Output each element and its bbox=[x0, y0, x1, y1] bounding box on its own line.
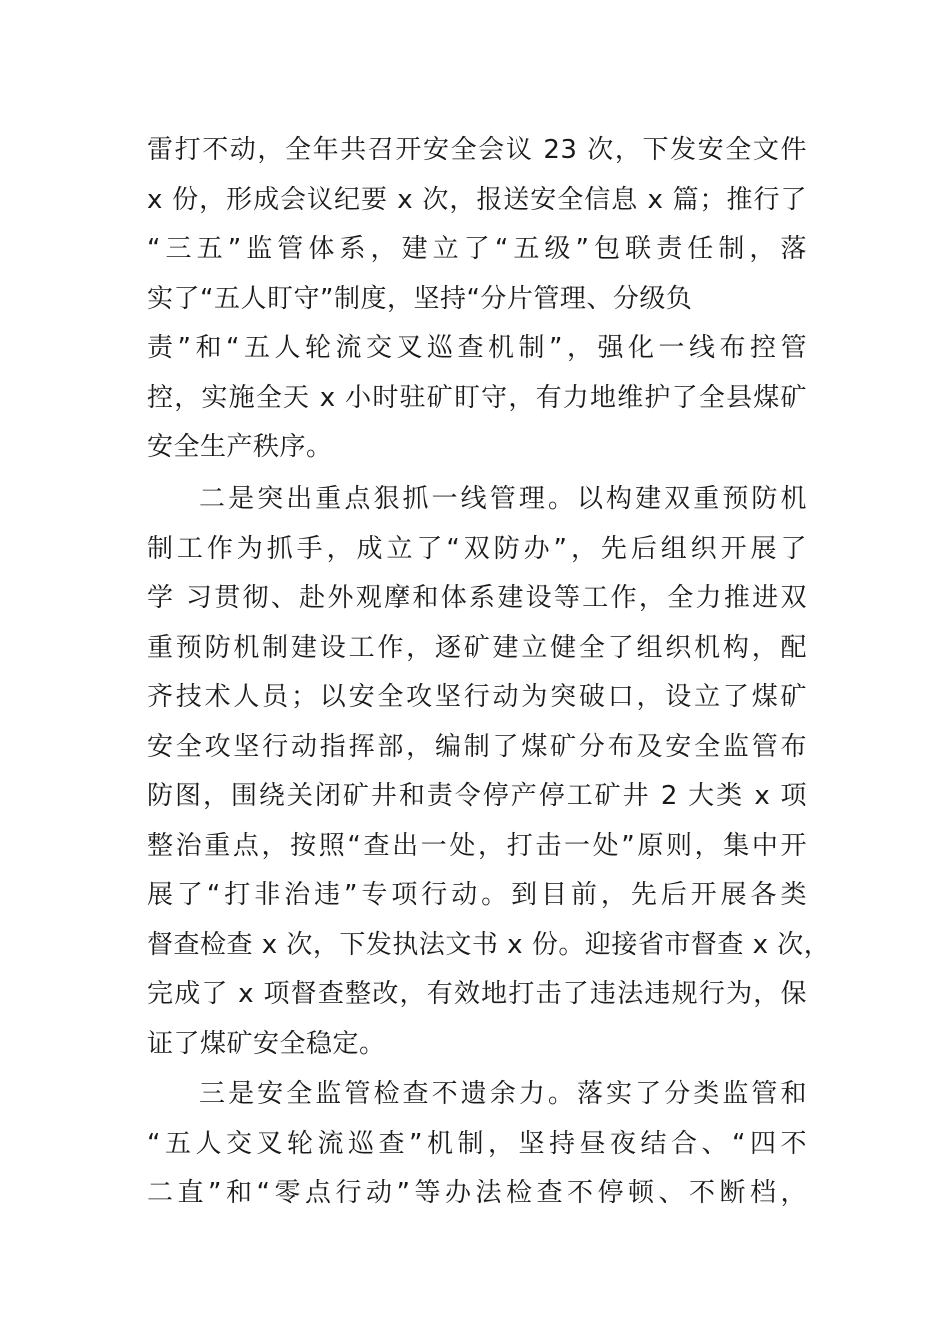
paragraph-line: “三五”监管体系，建立了“五级”包联责任制，落 bbox=[147, 234, 807, 264]
paragraph-line: 重预防机制建设工作，逐矿建立健全了组织机构，配 bbox=[147, 632, 807, 663]
paragraph-line: 实了“五人盯守”制度，坚持“分片管理、分级负 bbox=[147, 283, 693, 314]
paragraph-line: 制工作为抓手，成立了“双防办”，先后组织开展了 bbox=[147, 533, 807, 564]
paragraph-line: x 份，形成会议纪要 x 次，报送安全信息 x 篇；推行了 bbox=[147, 184, 807, 215]
paragraph-line: 安全攻坚行动指挥部，编制了煤矿分布及安全监管布 bbox=[147, 731, 807, 762]
paragraph-line: 雷打不动，全年共召开安全会议 23 次，下发安全文件 bbox=[147, 135, 807, 165]
paragraph-1 bbox=[147, 126, 807, 473]
paragraph-line: 证了煤矿安全稳定。 bbox=[147, 1028, 386, 1059]
paragraph-line: 完成了 x 项督查整改，有效地打击了违法违规行为，保 bbox=[147, 979, 807, 1009]
paragraph-line: “五人交叉轮流巡查”机制，坚持昼夜结合、“四不 bbox=[147, 1128, 807, 1159]
paragraph-line: 控，实施全天 x 小时驻矿盯守，有力地维护了全县煤矿 bbox=[147, 382, 807, 413]
paragraph-line: 二是突出重点狠抓一线管理。以构建双重预防机 bbox=[199, 484, 807, 514]
paragraph-line: 防图，围绕关闭矿井和责令停产停工矿井 2 大类 x 项 bbox=[147, 781, 807, 811]
paragraph-line: 学 习贯彻、赴外观摩和体系建设等工作，全力推进双 bbox=[147, 583, 807, 613]
paragraph-line: 安全生产秩序。 bbox=[147, 432, 333, 462]
paragraph-3 bbox=[147, 1070, 807, 1219]
paragraph-line: 齐技术人员；以安全攻坚行动为突破口，设立了煤矿 bbox=[147, 682, 807, 712]
paragraph-line: 展了“打非治违”专项行动。到目前，先后开展各类 bbox=[147, 880, 807, 910]
paragraph-line: 二直”和“零点行动”等办法检查不停顿、不断档， bbox=[147, 1178, 807, 1208]
paragraph-line: 三是安全监管检查不遗余力。落实了分类监管和 bbox=[199, 1079, 807, 1109]
paragraph-line: 责”和“五人轮流交叉巡查机制”，强化一线布控管 bbox=[147, 333, 807, 363]
paragraph-line: 督查检查 x 次，下发执法文书 x 份。迎接省市督查 x 次， bbox=[147, 929, 831, 960]
paragraph-2 bbox=[147, 475, 831, 1069]
paragraph-line: 整治重点，按照“查出一处，打击一处”原则，集中开 bbox=[147, 830, 807, 861]
